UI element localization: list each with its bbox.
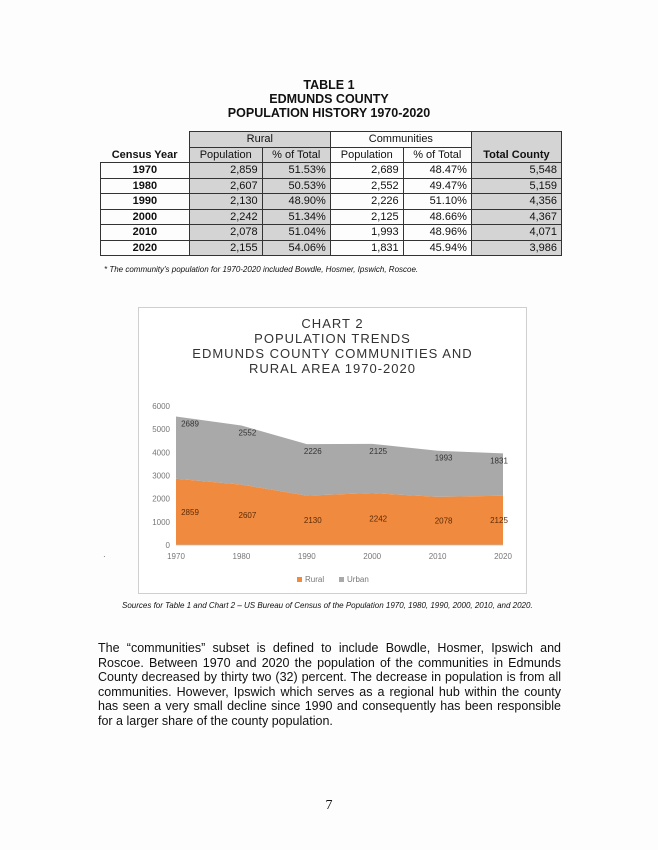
table-row [101, 240, 562, 256]
rural-population-cell: 2,242 [189, 209, 262, 225]
y-tick-label: 5000 [152, 425, 170, 435]
communities-pct-cell: 45.94% [403, 240, 471, 256]
communities-pct-header: % of Total [403, 147, 471, 163]
rural-population-cell: 2,155 [189, 240, 262, 256]
rural-data-label: 2125 [490, 515, 508, 525]
communities-population-cell: 2,689 [330, 163, 403, 179]
year-cell: 2020 [101, 240, 190, 256]
communities-group-header: Communities [330, 132, 471, 148]
body-paragraph: The “communities” subset is defined to include Bowdle, Hosmer, Ipswich and Roscoe. Between 1970 and 2020 the population of the communities in Edmunds County decreased by thirty two (32) percent. The decrease in population is from all communities. However, Ipswich which serves as a regional hub within the county has seen a very small decline since 1990 and consequently has been responsible for a larger share of the county population. [98, 641, 561, 728]
rural-pct-header: % of Total [262, 147, 330, 163]
communities-population-cell: 1,993 [330, 225, 403, 241]
legend-label: Urban [347, 575, 369, 584]
urban-data-label: 1993 [434, 453, 453, 463]
communities-pct-cell: 51.10% [403, 194, 471, 210]
table-row [101, 225, 562, 241]
chart-title-line: POPULATION TRENDS [254, 331, 411, 346]
table-title-line: EDMUNDS COUNTY [269, 92, 389, 106]
urban-data-label: 2125 [369, 446, 388, 456]
rural-data-label: 2130 [303, 515, 322, 525]
chart-title-line: RURAL AREA 1970-2020 [249, 361, 416, 376]
communities-population-cell: 2,226 [330, 194, 403, 210]
rural-pct-cell: 51.34% [262, 209, 330, 225]
table-row [101, 194, 562, 210]
x-tick-label: 2020 [494, 552, 512, 561]
total-county-cell: 3,986 [471, 240, 561, 256]
communities-population-cell: 2,125 [330, 209, 403, 225]
chart-container [138, 307, 527, 594]
rural-population-cell: 2,078 [189, 225, 262, 241]
x-tick-label: 1970 [167, 552, 185, 561]
table-title-line: POPULATION HISTORY 1970-2020 [227, 106, 431, 120]
rural-data-label: 2607 [238, 510, 257, 520]
stacked-area-chart [139, 308, 526, 593]
total-county-cell: 5,548 [471, 163, 561, 179]
rural-data-label: 2078 [434, 516, 453, 526]
rural-population-cell: 2,130 [189, 194, 262, 210]
communities-pct-cell: 48.47% [403, 163, 471, 179]
total-county-cell: 4,071 [471, 225, 561, 241]
communities-pct-cell: 49.47% [403, 178, 471, 194]
table-title-line: TABLE 1 [303, 78, 355, 92]
y-tick-label: 0 [165, 541, 170, 550]
urban-data-label: 2226 [303, 447, 322, 457]
legend-label: Rural [305, 575, 325, 584]
urban-data-label: 2689 [181, 419, 199, 429]
total-county-cell: 4,356 [471, 194, 561, 210]
sources-note: Sources for Table 1 and Chart 2 – US Bureau of Census of the Population 1970, 1980, 1990, 2000, 2010, and 2020. [122, 601, 533, 610]
total-county-cell: 4,367 [471, 209, 561, 225]
year-cell: 2010 [101, 225, 190, 241]
year-cell: 1980 [101, 178, 190, 194]
legend-swatch [297, 577, 302, 582]
table-title [0, 78, 658, 120]
rural-pct-cell: 50.53% [262, 178, 330, 194]
rural-data-label: 2859 [181, 508, 199, 518]
rural-pct-cell: 51.04% [262, 225, 330, 241]
x-tick-label: 2010 [428, 552, 447, 561]
urban-data-label: 1831 [490, 456, 508, 466]
rural-population-cell: 2,859 [189, 163, 262, 179]
rural-pct-cell: 48.90% [262, 194, 330, 210]
communities-pct-cell: 48.66% [403, 209, 471, 225]
table-row [101, 163, 562, 179]
empty-header-cell [101, 132, 190, 148]
page-number: 7 [325, 798, 333, 813]
census-year-header: Census Year [101, 147, 190, 163]
y-tick-label: 6000 [152, 402, 170, 411]
communities-population-cell: 1,831 [330, 240, 403, 256]
urban-data-label: 2552 [238, 428, 257, 438]
total-county-cell: 5,159 [471, 178, 561, 194]
y-tick-label: 4000 [152, 448, 170, 458]
stray-mark: · [103, 552, 106, 561]
table-footnote: * The community's population for 1970-2020 included Bowdle, Hosmer, Ipswich, Roscoe. [104, 265, 419, 274]
table-header-row [101, 132, 562, 148]
x-tick-label: 1980 [232, 552, 251, 561]
table-row [101, 178, 562, 194]
communities-population-header: Population [330, 147, 403, 163]
population-table [100, 131, 562, 256]
chart-title-line: EDMUNDS COUNTY COMMUNITIES AND [192, 346, 473, 361]
year-cell: 2000 [101, 209, 190, 225]
communities-population-cell: 2,552 [330, 178, 403, 194]
chart-title-line: CHART 2 [301, 316, 364, 331]
total-county-header: Total County [471, 132, 561, 163]
rural-pct-cell: 54.06% [262, 240, 330, 256]
y-tick-label: 3000 [152, 471, 170, 481]
year-cell: 1990 [101, 194, 190, 210]
legend-swatch [339, 577, 344, 582]
rural-population-header: Population [189, 147, 262, 163]
communities-pct-cell: 48.96% [403, 225, 471, 241]
rural-pct-cell: 51.53% [262, 163, 330, 179]
x-tick-label: 2000 [363, 552, 382, 561]
year-cell: 1970 [101, 163, 190, 179]
y-tick-label: 1000 [152, 517, 170, 527]
rural-data-label: 2242 [369, 514, 388, 524]
rural-group-header: Rural [189, 132, 330, 148]
rural-population-cell: 2,607 [189, 178, 262, 194]
y-tick-label: 2000 [152, 494, 170, 504]
table-row [101, 209, 562, 225]
x-tick-label: 1990 [297, 552, 316, 561]
